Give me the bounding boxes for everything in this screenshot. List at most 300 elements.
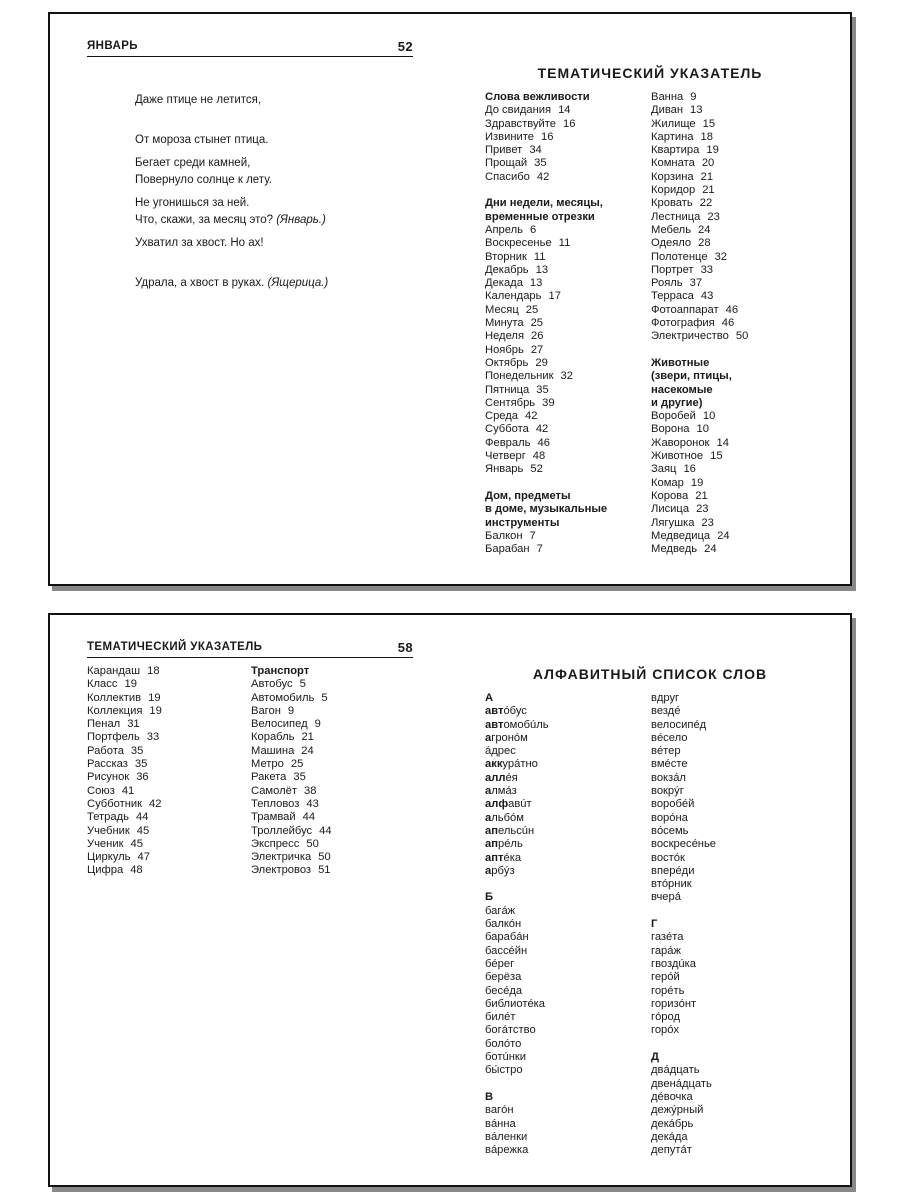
index-entry	[251, 864, 332, 877]
riddle-line	[135, 277, 328, 290]
entry-page-number: 24	[704, 543, 717, 556]
entry-page-number: 39	[542, 396, 555, 409]
entry-page-number: 18	[147, 665, 160, 677]
index-entry	[485, 1038, 549, 1051]
index-entry	[485, 157, 607, 170]
entry-word: Сентябрь	[485, 396, 536, 409]
bold-part: алл	[485, 771, 506, 784]
word-rest: гвоздúка	[651, 957, 696, 970]
entry-page-number: 11	[533, 250, 546, 263]
entry-word: Автомобиль	[251, 691, 315, 704]
bold-part: алф	[485, 798, 509, 811]
index-entry	[651, 237, 748, 250]
index-entry	[485, 1064, 549, 1077]
index-entry	[651, 1078, 716, 1091]
index-entry	[651, 184, 748, 197]
entry-word: Фотография	[651, 317, 715, 330]
entry-word: Пятница	[485, 383, 530, 396]
index-entry	[651, 958, 716, 971]
entry-page-number: 17	[548, 290, 561, 303]
entry-page-number: 21	[702, 184, 715, 197]
section-heading: и другие)	[651, 396, 703, 409]
running-header-title: ТЕМАТИЧЕСКИЙ УКАЗАТЕЛЬ	[87, 641, 263, 653]
section-heading: Б	[485, 891, 494, 904]
index-entry	[485, 1051, 549, 1064]
riddle-line-text: Что, скажи, за месяц это?	[135, 214, 273, 227]
entry-page-number: 48	[130, 864, 143, 877]
index-entry	[651, 998, 716, 1011]
entry-word: Ноябрь	[485, 343, 524, 356]
index-entry	[485, 971, 549, 984]
index-entry	[485, 905, 549, 918]
index-entry	[651, 719, 716, 732]
index-entry	[651, 1131, 716, 1144]
entry-page-number: 33	[700, 263, 714, 276]
spacer	[651, 344, 748, 357]
index-entry	[651, 772, 716, 785]
section-heading: Дни недели, месяцы,	[485, 197, 603, 210]
entry-page-number: 43	[306, 797, 319, 810]
index-entry	[651, 530, 748, 543]
entry-word: Пенал	[87, 718, 121, 731]
index-entry	[651, 758, 716, 771]
index-entry	[651, 503, 748, 516]
word-rest: горóх	[651, 1024, 680, 1037]
index-entry	[651, 277, 748, 290]
index-entry	[251, 758, 332, 771]
word-rest: горéть	[651, 984, 685, 997]
entry-word: Карандаш	[87, 665, 141, 677]
index-entry	[651, 463, 748, 476]
word-rest: áдрес	[485, 745, 516, 758]
riddle-line: Не угонишься за ней.	[135, 197, 250, 210]
index-entry	[485, 264, 607, 277]
riddle-line: Даже птице не летится,	[135, 93, 262, 106]
entry-word: Животное	[651, 450, 704, 463]
index-entry	[485, 224, 607, 237]
entry-page-number: 19	[124, 678, 137, 691]
index-entry	[485, 1118, 549, 1131]
index-entry	[485, 918, 549, 931]
word-rest: велосипéд	[651, 718, 707, 731]
entry-word: Декада	[485, 277, 523, 290]
entry-word: Портфель	[87, 731, 140, 744]
index-entry	[251, 731, 332, 744]
index-entry	[651, 705, 716, 718]
entry-word: Одеяло	[651, 237, 692, 250]
index-entry	[251, 692, 332, 705]
entry-word: Спасибо	[485, 170, 530, 183]
entry-word: Понедельник	[485, 370, 554, 383]
word-rest: бассéйн	[485, 944, 528, 957]
entry-word: Медведица	[651, 529, 711, 542]
entry-page-number: 6	[529, 223, 537, 236]
section-heading: Животные	[651, 356, 710, 369]
entry-word: Суббота	[485, 423, 529, 436]
index-entry	[485, 945, 549, 958]
entry-word: Субботник	[87, 797, 143, 810]
bold-part: авт	[485, 705, 504, 718]
entry-page-number: 37	[689, 277, 703, 290]
running-header-title: ЯНВАРЬ	[87, 40, 138, 52]
entry-page-number: 25	[530, 317, 544, 330]
index-entry	[651, 1011, 716, 1024]
entry-word: Коллектив	[87, 691, 142, 704]
bold-part: акк	[485, 758, 503, 771]
entry-word: Рояль	[651, 277, 683, 290]
entry-page-number: 50	[306, 837, 319, 850]
entry-word: Велосипед	[251, 718, 308, 731]
entry-page-number: 46	[725, 303, 739, 316]
index-entry	[87, 785, 162, 798]
index-entry	[251, 745, 332, 758]
index-entry	[651, 91, 748, 104]
index-entry	[251, 825, 332, 838]
word-rest: вéтер	[651, 745, 681, 758]
running-header	[87, 641, 413, 658]
entry-page-number: 23	[696, 503, 709, 516]
entry-page-number: 52	[530, 463, 543, 476]
word-list-column-2	[651, 692, 716, 1157]
index-entry	[651, 825, 716, 838]
entry-page-number: 51	[318, 864, 331, 877]
section-heading: насекомые	[651, 383, 713, 396]
word-rest: билéт	[485, 1011, 516, 1024]
index-entry	[251, 678, 332, 691]
entry-word: Лягушка	[651, 516, 695, 529]
word-rest: балкóн	[485, 918, 522, 931]
index-entry	[87, 718, 162, 731]
entry-word: Тепловоз	[251, 797, 300, 810]
entry-word: Корабль	[251, 731, 295, 744]
entry-word: Цифра	[87, 864, 124, 877]
index-entry	[651, 317, 748, 330]
word-rest: воробéй	[651, 798, 695, 811]
index-entry	[87, 665, 162, 678]
index-entry	[651, 1064, 716, 1077]
index-entry	[485, 931, 549, 944]
entry-page-number: 50	[318, 851, 331, 864]
index-entry	[485, 463, 607, 476]
word-rest: льбóм	[491, 811, 524, 824]
index-entry	[485, 705, 549, 718]
index-entry	[485, 543, 607, 556]
riddle-line: От мороза стынет птица.	[135, 134, 269, 147]
index-entry	[485, 290, 607, 303]
book-spread-top	[48, 12, 852, 586]
word-rest: éя	[505, 771, 518, 784]
word-rest: лмáз	[491, 785, 517, 798]
entry-word: Диван	[651, 104, 684, 117]
index-entry	[651, 891, 716, 904]
section-heading: Д	[651, 1051, 659, 1064]
index-entry	[485, 772, 549, 785]
entry-page-number: 19	[149, 704, 162, 717]
index-entry	[651, 931, 716, 944]
entry-word: Машина	[251, 744, 295, 757]
entry-word: Картина	[651, 130, 694, 143]
word-rest: востóк	[651, 851, 685, 864]
entry-word: Февраль	[485, 436, 531, 449]
entry-page-number: 35	[536, 383, 549, 396]
index-entry	[651, 144, 748, 157]
entry-page-number: 26	[531, 330, 544, 343]
riddle-line: Бегает среди камней,	[135, 156, 251, 169]
entry-page-number: 35	[534, 157, 547, 170]
entry-page-number: 15	[702, 117, 716, 130]
entry-page-number: 34	[529, 144, 542, 157]
section-heading: инструменты	[485, 516, 560, 529]
index-entry	[651, 1024, 716, 1037]
entry-word: Метро	[251, 758, 284, 771]
book-spread-bottom	[48, 613, 852, 1187]
index-entry	[651, 798, 716, 811]
entry-page-number: 19	[148, 691, 161, 704]
entry-page-number: 7	[529, 529, 536, 542]
index-entry	[485, 530, 607, 543]
word-rest: багáж	[485, 904, 516, 917]
index-entry	[87, 745, 162, 758]
word-rest: вдруг	[651, 692, 680, 704]
entry-word: Календарь	[485, 290, 542, 303]
index-entry	[485, 1104, 549, 1117]
entry-word: Воскресенье	[485, 237, 552, 250]
index-entry	[87, 864, 162, 877]
index-entry	[485, 450, 607, 463]
entry-page-number: 16	[563, 117, 576, 130]
index-entry	[651, 104, 748, 117]
index-entry	[485, 370, 607, 383]
word-list-column-1	[485, 692, 549, 1157]
word-rest: дéвочка	[651, 1090, 693, 1103]
index-entry	[651, 410, 748, 423]
page-52	[50, 14, 450, 584]
index-entry	[485, 131, 607, 144]
index-entry	[87, 705, 162, 718]
index-entry	[485, 317, 607, 330]
entry-word: Электричество	[651, 330, 729, 343]
entry-word: Комар	[651, 476, 684, 489]
word-rest: болóто	[485, 1037, 522, 1050]
word-rest: вездé	[651, 705, 681, 718]
entry-page-number: 48	[532, 450, 546, 463]
index-entry	[485, 758, 549, 771]
index-entry	[485, 277, 607, 290]
word-rest: депутáт	[651, 1144, 692, 1157]
entry-word: Коллекция	[87, 704, 143, 717]
entry-page-number: 13	[535, 263, 549, 276]
word-rest: вóсемь	[651, 824, 689, 837]
page-number: 58	[397, 640, 413, 655]
entry-word: Ворона	[651, 423, 690, 436]
word-rest: рбýз	[491, 864, 515, 877]
word-rest: вагóн	[485, 1104, 514, 1117]
entry-page-number: 19	[706, 144, 719, 157]
index-entry	[485, 171, 607, 184]
entry-word: Прощай	[485, 157, 528, 170]
entry-word: Апрель	[485, 223, 523, 236]
index-entry	[651, 732, 716, 745]
entry-word: Жаворонок	[651, 436, 710, 449]
index-entry	[651, 812, 716, 825]
index-entry	[651, 437, 748, 450]
entry-word: Ракета	[251, 771, 287, 784]
entry-page-number: 22	[699, 197, 713, 210]
entry-page-number: 35	[293, 771, 306, 784]
spacer	[651, 905, 716, 918]
entry-page-number: 16	[683, 463, 696, 476]
page-title: ТЕМАТИЧЕСКИЙ УКАЗАТЕЛЬ	[537, 65, 763, 81]
word-rest: декáда	[651, 1130, 688, 1143]
entry-page-number: 42	[525, 410, 538, 423]
entry-page-number: 10	[696, 423, 709, 436]
word-rest: вперéди	[651, 864, 695, 877]
index-entry	[87, 825, 162, 838]
word-rest: барабáн	[485, 931, 529, 944]
index-entry	[87, 692, 162, 705]
index-entry	[251, 851, 332, 864]
index-entry	[651, 517, 748, 530]
entry-word: Рисунок	[87, 771, 130, 784]
page-number: 52	[397, 39, 413, 54]
index-entry	[251, 705, 332, 718]
entry-page-number: 9	[287, 704, 295, 717]
section-heading: временные отрезки	[485, 210, 595, 223]
index-entry	[651, 1118, 716, 1131]
word-rest: газéта	[651, 931, 684, 944]
entry-word: Рассказ	[87, 758, 128, 771]
index-entry	[87, 678, 162, 691]
entry-page-number: 14	[716, 436, 729, 449]
index-entry	[651, 304, 748, 317]
index-entry	[485, 1131, 549, 1144]
riddle-line: Повернуло солнце к лету.	[135, 174, 272, 187]
entry-page-number: 14	[558, 104, 571, 117]
word-rest: ботúнки	[485, 1051, 527, 1064]
word-rest: ворóна	[651, 811, 688, 824]
index-entry	[651, 852, 716, 865]
index-entry	[251, 785, 332, 798]
word-rest: герóй	[651, 971, 680, 984]
entry-word: Союз	[87, 784, 115, 797]
entry-page-number: 10	[702, 410, 716, 423]
entry-word: Ванна	[651, 91, 684, 103]
word-rest: вмéсте	[651, 758, 688, 771]
index-entry	[485, 118, 607, 131]
word-rest: авúт	[508, 798, 532, 811]
entry-page-number: 41	[121, 784, 135, 797]
index-entry	[651, 131, 748, 144]
entry-page-number: 9	[690, 91, 697, 103]
running-header	[87, 40, 413, 57]
entry-page-number: 5	[321, 691, 328, 704]
index-entry	[651, 330, 748, 343]
word-rest: омобúль	[503, 718, 549, 731]
index-entry	[485, 745, 549, 758]
word-rest: вéсело	[651, 731, 688, 744]
entry-page-number: 24	[301, 744, 314, 757]
entry-word: Среда	[485, 410, 519, 423]
entry-page-number: 23	[701, 516, 714, 529]
entry-page-number: 9	[314, 718, 321, 731]
section-heading: Г	[651, 918, 658, 931]
entry-page-number: 16	[541, 130, 554, 143]
entry-word: Ученик	[87, 837, 124, 850]
index-entry	[485, 1144, 549, 1157]
index-entry	[485, 1024, 549, 1037]
index-entry	[651, 945, 716, 958]
bold-part: а	[485, 811, 492, 824]
entry-word: Работа	[87, 744, 124, 757]
entry-page-number: 21	[700, 170, 714, 183]
entry-page-number: 23	[707, 210, 720, 223]
entry-word: Жилище	[651, 117, 696, 130]
riddle-line: Ухватил за хвост. Но ах!	[135, 237, 264, 250]
word-rest: двенáдцать	[651, 1077, 712, 1090]
word-rest: гóрод	[651, 1011, 681, 1024]
entry-word: Кровать	[651, 197, 693, 210]
entry-page-number: 11	[558, 237, 571, 250]
entry-page-number: 35	[130, 744, 144, 757]
index-entry	[651, 878, 716, 891]
word-rest: бесéда	[485, 984, 523, 997]
riddle-answer: (Январь.)	[276, 214, 326, 227]
entry-word: Фотоаппарат	[651, 303, 719, 316]
index-entry	[251, 718, 332, 731]
index-entry	[485, 357, 607, 370]
entry-word: Январь	[485, 463, 524, 476]
index-entry	[87, 811, 162, 824]
index-entry	[651, 1104, 716, 1117]
entry-page-number: 25	[290, 758, 304, 771]
index-entry	[485, 304, 607, 317]
entry-page-number: 42	[535, 423, 549, 436]
index-entry	[251, 838, 332, 851]
entry-word: Барабан	[485, 543, 530, 556]
entry-page-number: 47	[137, 851, 150, 864]
entry-page-number: 13	[529, 277, 543, 290]
entry-word: Октябрь	[485, 356, 529, 369]
index-entry	[651, 1091, 716, 1104]
index-entry	[651, 171, 748, 184]
entry-word: Корзина	[651, 170, 694, 183]
word-rest: горизóнт	[651, 997, 697, 1010]
page-53	[450, 14, 850, 584]
entry-word: Коридор	[651, 184, 696, 197]
section-heading: Дом, предметы	[485, 489, 571, 502]
index-entry	[485, 825, 549, 838]
index-column-2	[251, 665, 332, 878]
entry-page-number: 5	[299, 678, 306, 691]
entry-word: Тетрадь	[87, 811, 129, 824]
index-entry	[651, 745, 716, 758]
entry-word: Извините	[485, 130, 535, 143]
index-entry	[485, 838, 549, 851]
index-entry	[651, 971, 716, 984]
word-rest: урáтно	[502, 758, 538, 771]
word-rest: двáдцать	[651, 1064, 700, 1077]
index-entry	[651, 985, 716, 998]
index-entry	[485, 344, 607, 357]
index-entry	[651, 450, 748, 463]
index-entry	[485, 865, 549, 878]
entry-word: Самолёт	[251, 784, 297, 797]
entry-word: Электричка	[251, 851, 312, 864]
index-entry	[485, 437, 607, 450]
index-entry	[87, 838, 162, 851]
entry-word: Минута	[485, 317, 524, 330]
bold-part: ап	[485, 824, 498, 837]
